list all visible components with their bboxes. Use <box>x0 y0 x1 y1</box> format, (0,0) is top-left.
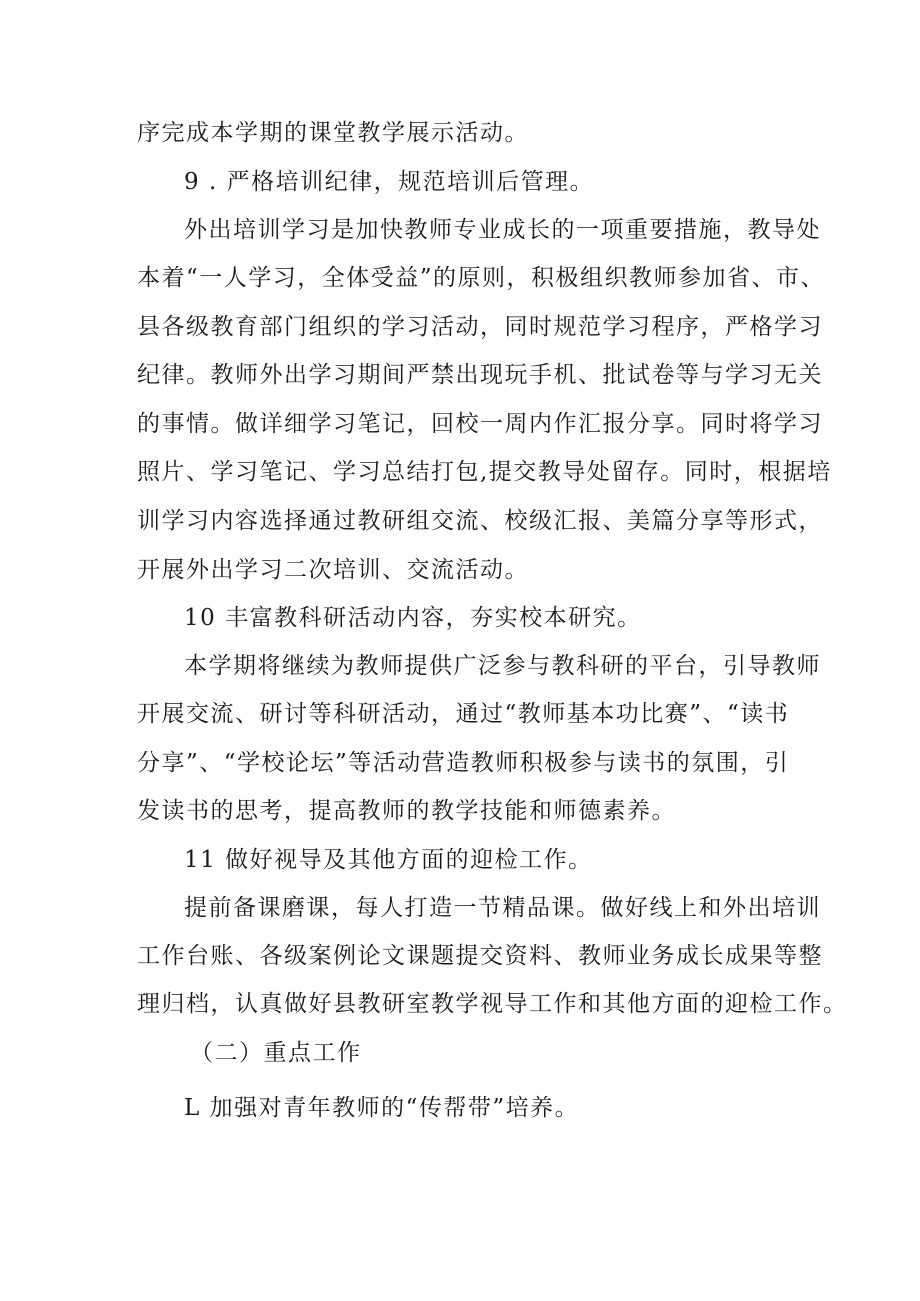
text-line: 县各级教育部门组织的学习活动，同时规范学习程序，严格学习 <box>137 314 823 340</box>
text-line: 本着“一人学习，全体受益”的原则，积极组织教师参加省、市、 <box>137 265 826 291</box>
section-heading: L 加强对青年教师的“传帮带”培养。 <box>184 1095 580 1121</box>
section-heading: 10 丰富教科研活动内容，夯实校本研究。 <box>184 605 642 631</box>
text-line: 序完成本学期的课堂教学展示活动。 <box>137 120 529 146</box>
text-line: 提前备课磨课，每人打造一节精品课。做好线上和外出培训 <box>184 895 821 921</box>
text-line: 开展外出学习二次培训、交流活动。 <box>137 557 529 583</box>
text-line: 分享”、“学校论坛”等活动营造教师积极参与读书的氛围，引 <box>137 750 790 776</box>
text-line: 的事情。做详细学习笔记，回校一周内作汇报分享。同时将学习 <box>137 411 823 437</box>
subsection-heading: （二）重点工作 <box>190 1040 362 1066</box>
section-heading: 11 做好视导及其他方面的迎检工作。 <box>184 847 593 873</box>
text-line: 纪律。教师外出学习期间严禁出现玩手机、批试卷等与学习无关 <box>137 362 823 388</box>
text-line: 外出培训学习是加快教师专业成长的一项重要措施，教导处 <box>184 217 821 243</box>
text-line: 本学期将继续为教师提供广泛参与教科研的平台，引导教师 <box>184 653 821 679</box>
section-heading: 9 . 严格培训纪律，规范培训后管理。 <box>184 169 595 195</box>
text-line: 工作台账、各级案例论文课题提交资料、教师业务成长成果等整 <box>137 943 823 969</box>
text-line: 发读书的思考，提高教师的教学技能和师德素养。 <box>137 798 676 824</box>
text-line: 照片、学习笔记、学习总结打包,提交教导处留存。同时，根据培 <box>137 459 832 485</box>
text-line: 训学习内容选择通过教研组交流、校级汇报、美篇分享等形式， <box>137 508 823 534</box>
text-line: 理归档，认真做好县教研室教学视导工作和其他方面的迎检工作。 <box>137 991 848 1017</box>
text-line: 开展交流、研讨等科研活动，通过“教师基本功比赛”、“读书 <box>137 701 790 727</box>
